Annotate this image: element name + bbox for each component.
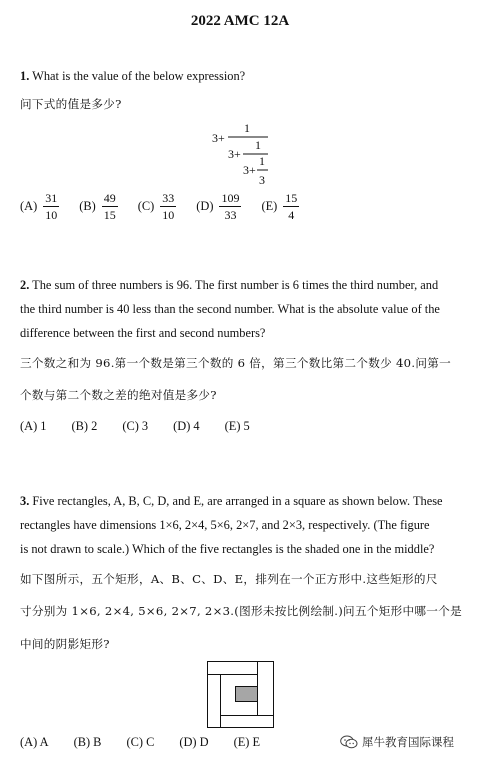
choice-fraction: $\frac{109}{33}$ bbox=[221, 190, 240, 222]
q2-choice-c[interactable]: (C) 3 bbox=[122, 419, 149, 433]
choice-fraction: $\frac{15}{4}$ bbox=[285, 190, 298, 222]
q3-choice-d[interactable]: (D) D bbox=[179, 735, 209, 749]
q1-choice-c[interactable] bbox=[138, 192, 177, 221]
expr-one-3: 1 bbox=[259, 154, 265, 168]
expr-whole-2: 3+ bbox=[228, 147, 241, 161]
q3-choice-b[interactable]: (B) B bbox=[73, 735, 102, 749]
choice-label: (C) bbox=[137, 198, 155, 213]
q3-line-2: rectangles have dimensions 1×6, 2×4, 5×6, 2×7, and 2×3, respectively. (The figure bbox=[20, 518, 430, 532]
watermark-text: 犀牛教育国际课程 bbox=[362, 735, 454, 749]
shaded-rectangle bbox=[236, 687, 258, 702]
q1-text: What is the value of the below expression? bbox=[32, 69, 246, 83]
expr-one-1: 1 bbox=[244, 121, 250, 135]
watermark bbox=[340, 733, 480, 751]
expr-whole-1: 3+ bbox=[212, 131, 225, 145]
expr-one-2: 1 bbox=[255, 138, 261, 152]
q1-prompt bbox=[20, 69, 465, 84]
q2-cn-1: 三个数之和为 96.第一个数是第三个数的 6 倍，第三个数比第二个数少 40.问第一 bbox=[20, 356, 452, 370]
q3-choice-e[interactable]: (E) E bbox=[233, 735, 261, 749]
choice-fraction: $\frac{31}{10}$ bbox=[45, 190, 58, 222]
choice-label: (E) bbox=[261, 198, 278, 213]
q1-choice-a[interactable] bbox=[20, 192, 59, 221]
q2-line-1: 2. The sum of three numbers is 96. The first number is 6 times the third number, and bbox=[20, 278, 439, 292]
q2-line-2: the third number is 40 less than the second number. What is the absolute value of the bbox=[20, 302, 440, 316]
q2-choices bbox=[20, 419, 275, 434]
q2-line-3: difference between the first and second numbers? bbox=[20, 326, 266, 340]
q3-cn-1: 如下图所示，五个矩形，A、B、C、D、E，排列在一个正方形中.这些矩形的尺 bbox=[20, 572, 438, 586]
q2-choice-d[interactable]: (D) 4 bbox=[173, 419, 200, 433]
q3-line-3: is not drawn to scale.) Which of the five rectangles is the shaded one in the middle? bbox=[20, 542, 435, 556]
q1-choice-d[interactable] bbox=[196, 192, 241, 221]
choice-label: (D) bbox=[196, 198, 214, 213]
q3-choice-a[interactable]: (A) A bbox=[20, 735, 49, 749]
q1-cn: 问下式的值是多少? bbox=[20, 97, 122, 111]
expr-whole-3: 3+ bbox=[243, 163, 256, 177]
q2-number: 2. bbox=[20, 278, 30, 292]
q1-number: 1. bbox=[20, 69, 30, 83]
q3-rectangles-figure bbox=[207, 661, 275, 729]
choice-fraction: $\frac{49}{15}$ bbox=[103, 190, 116, 222]
q2-cn-2: 个数与第二个数之差的绝对值是多少? bbox=[20, 388, 217, 402]
wechat-icon bbox=[340, 735, 358, 749]
q1-choices bbox=[20, 188, 319, 224]
q2-choice-a[interactable]: (A) 1 bbox=[20, 419, 47, 433]
expr-three: 3 bbox=[259, 173, 265, 187]
choice-label: (B) bbox=[79, 198, 96, 213]
q1-choice-b[interactable] bbox=[79, 192, 118, 221]
q3-line-1: 3. Five rectangles, A, B, C, D, and E, are arranged in a square as shown below. These bbox=[20, 494, 443, 508]
q1-continued-fraction bbox=[0, 120, 480, 190]
q1-choice-e[interactable] bbox=[261, 192, 299, 221]
q3-choices bbox=[20, 735, 285, 750]
q2-choice-e[interactable]: (E) 5 bbox=[224, 419, 250, 433]
q3-cn-3: 中间的阴影矩形? bbox=[20, 637, 110, 651]
choice-label: (A) bbox=[20, 198, 38, 213]
page-title: 2022 AMC 12A bbox=[190, 13, 290, 29]
q2-choice-b[interactable]: (B) 2 bbox=[71, 419, 98, 433]
q3-choice-c[interactable]: (C) C bbox=[126, 735, 155, 749]
q3-cn-2: 寸分别为 1×6, 2×4, 5×6, 2×7, 2×3.(图形未按比例绘制.)问五个矩形中哪一个是 bbox=[20, 604, 462, 618]
q3-number: 3. bbox=[20, 494, 30, 508]
choice-fraction: $\frac{33}{10}$ bbox=[162, 190, 175, 222]
